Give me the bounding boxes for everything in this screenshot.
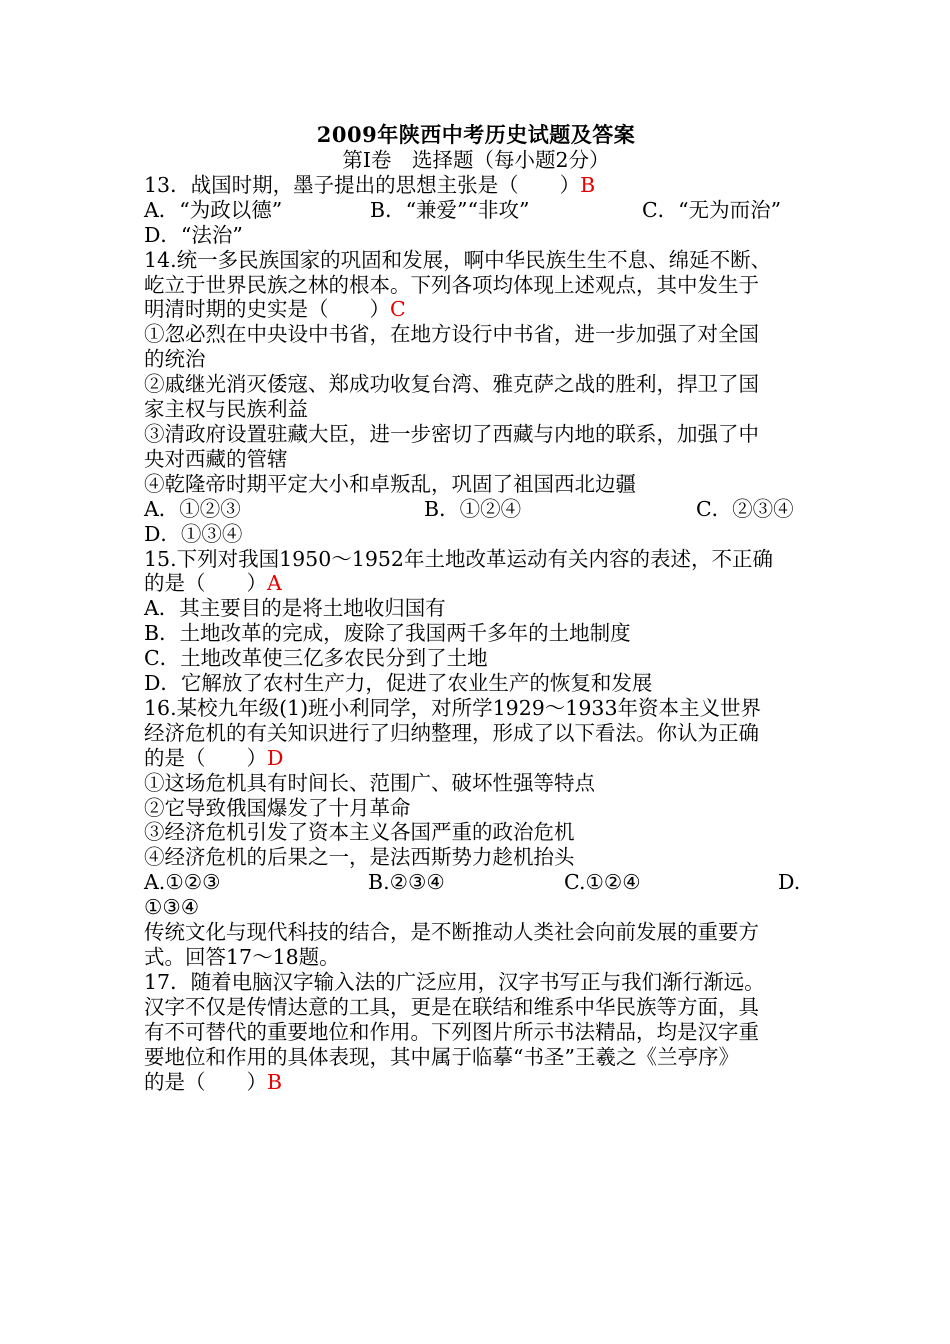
question-14-option-c: C．②③④ xyxy=(696,496,794,521)
question-14-stem-line: 14.统一多民族国家的巩固和发展，啊中华民族生生不息、绵延不断、 xyxy=(144,247,772,272)
question-15-answer: A xyxy=(267,571,282,596)
section-subtitle: 第Ⅰ卷 选择题（每小题2分） xyxy=(342,148,610,172)
question-16-stem-line: 经济危机的有关知识进行了归纳整理，形成了以下看法。你认为正确 xyxy=(144,720,759,745)
question-15-stem-line: 15.下列对我国1950～1952年土地改革运动有关内容的表述，不正确 xyxy=(144,546,773,571)
question-16-item-3: ③经济危机引发了资本主义各国严重的政治危机 xyxy=(144,820,575,845)
question-13-option-b: B．“兼爱”“非攻” xyxy=(370,197,530,222)
question-14-option-a: A．①②③ xyxy=(144,496,241,521)
question-15-option-a: A．其主要目的是将土地收归国有 xyxy=(144,596,446,621)
question-14-item-2: ②戚继光消灭倭寇、郑成功收复台湾、雅克萨之战的胜利，捍卫了国 xyxy=(144,372,759,397)
document-body xyxy=(144,122,808,1094)
question-17-stem-line: 要地位和作用的具体表现，其中属于临摹“书圣”王羲之《兰亭序》 xyxy=(144,1044,739,1069)
question-15-option-c: C．土地改革使三亿多农民分到了土地 xyxy=(144,646,488,671)
question-17-stem-line: 汉字不仅是传情达意的工具，更是在联结和维系中华民族等方面，具 xyxy=(144,994,759,1019)
question-17-stem-line: 的是（ ）B xyxy=(144,1069,283,1094)
question-17-stem-line: 17．随着电脑汉字输入法的广泛应用，汉字书写正与我们渐行渐远。 xyxy=(144,969,765,994)
question-14-options xyxy=(144,497,808,522)
question-13-answer: B xyxy=(580,172,596,197)
question-14-item-1-cont: 的统治 xyxy=(144,347,206,372)
question-14-item-4: ④乾隆帝时期平定大小和卓叛乱，巩固了祖国西北边疆 xyxy=(144,471,636,496)
question-16-option-d-label: D. xyxy=(778,870,801,895)
question-14-answer: C xyxy=(390,297,406,322)
question-14-item-1: ①忽必烈在中央设中书省，在地方设行中书省，进一步加强了对全国 xyxy=(144,322,759,347)
question-13-stem: 13．战国时期，墨子提出的思想主张是（ ）B xyxy=(144,172,596,197)
question-16-stem-line: 16.某校九年级(1)班小利同学，对所学1929～1933年资本主义世界 xyxy=(144,695,761,720)
question-14-option-d: D．①③④ xyxy=(144,521,243,546)
question-14-item-3: ③清政府设置驻藏大臣，进一步密切了西藏与内地的联系，加强了中 xyxy=(144,421,759,446)
question-14-stem-line: 明清时期的史实是（ ）C xyxy=(144,297,406,322)
question-16-option-d: ①③④ xyxy=(144,895,200,920)
document-title: 2009年陕西中考历史试题及答案 xyxy=(316,122,636,147)
question-16-item-4: ④经济危机的后果之一，是法西斯势力趁机抬头 xyxy=(144,845,575,870)
question-14-stem-line: 屹立于世界民族之林的根本。下列各项均体现上述观点，其中发生于 xyxy=(144,272,759,297)
question-16-answer: D xyxy=(267,745,284,770)
question-16-item-1: ①这场危机具有时间长、范围广、破坏性强等特点 xyxy=(144,770,595,795)
question-14-option-b: B．①②④ xyxy=(424,496,522,521)
question-17-stem-line: 有不可替代的重要地位和作用。下列图片所示书法精品，均是汉字重 xyxy=(144,1019,759,1044)
question-14-item-2-cont: 家主权与民族利益 xyxy=(144,397,308,422)
question-15-option-d: D．它解放了农村生产力，促进了农业生产的恢复和发展 xyxy=(144,671,653,696)
question-16-stem-line: 的是（ ）D xyxy=(144,745,284,770)
question-13-option-c: C．“无为而治” xyxy=(642,197,782,222)
question-16-option-a: A.①②③ xyxy=(144,870,221,895)
question-17-answer: B xyxy=(267,1069,283,1094)
question-16-options xyxy=(144,870,808,895)
section-intro-cont: 式。回答17～18题。 xyxy=(144,945,340,969)
question-13-option-d: D．“法治” xyxy=(144,222,243,247)
question-16-option-b: B.②③④ xyxy=(368,870,445,895)
question-14-item-3-cont: 央对西藏的管辖 xyxy=(144,446,288,471)
question-15-stem-line: 的是（ ）A xyxy=(144,571,282,596)
section-intro: 传统文化与现代科技的结合，是不断推动人类社会向前发展的重要方 xyxy=(144,920,759,945)
question-13-options xyxy=(144,198,808,223)
question-16-option-c: C.①②④ xyxy=(564,870,641,895)
question-13-option-a: A．“为政以德” xyxy=(144,197,283,222)
question-16-item-2: ②它导致俄国爆发了十月革命 xyxy=(144,795,411,820)
question-15-option-b: B．土地改革的完成，废除了我国两千多年的土地制度 xyxy=(144,621,631,646)
